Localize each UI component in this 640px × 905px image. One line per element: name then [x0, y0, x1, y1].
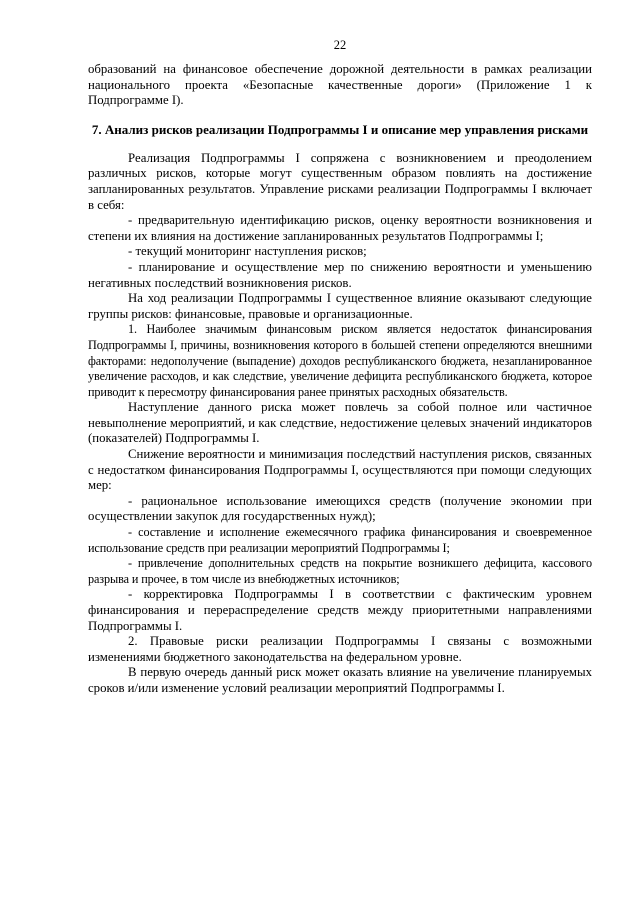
paragraph-risk-mitigation: Снижение вероятности и минимизация последствий наступления рисков, связанных с недостатком финансирования Подпрограммы I, осуществляются при помощи следующих мер:	[88, 447, 592, 493]
paragraph-risk-consequence: Наступление данного риска может повлечь за собой полное или частичное невыполнение мероприятий, и как следствие, недостижение целевых значений индикаторов (показателей) Подпрограммы I.	[88, 400, 592, 446]
list-item-monitoring: - текущий мониторинг наступления рисков;	[128, 244, 367, 259]
paragraph-risk-groups: На ход реализации Подпрограммы I существенное влияние оказывают следующие группы рисков: финансовые, правовые и организационные.	[88, 291, 592, 321]
list-item-rational-use: - рациональное использование имеющихся средств (получение экономии при осуществлении закупок для государственных нужд);	[88, 493, 592, 524]
list-item-identification: - предварительную идентификацию рисков, оценку вероятности возникновения и степени их влияния на достижение запланированных результатов Подпрограммы I;	[88, 213, 592, 243]
paragraph-risks-intro: Реализация Подпрограммы I сопряжена с возникновением и преодолением различных рисков, которые могут существенным образом повлиять на достижение запланированных результатов. Управление рисками реализации Подпрограммы I включает в себя:	[88, 150, 592, 212]
list-item-additional-funds: - привлечение дополнительных средств на покрытие возникшего дефицита, кассового разрыва и прочее, в том числе из внебюджетных источников;	[88, 556, 592, 586]
list-item-adjustment: - корректировка Подпрограммы I в соответствии с фактическим уровнем финансирования и перераспределение средств между приоритетными направлениями Подпрограммы I.	[88, 587, 592, 633]
list-item-planning: - планирование и осуществление мер по снижению вероятности и уменьшению негативных последствий возникновения рисков.	[88, 259, 592, 290]
paragraph-financial-risk: 1. Наиболее значимым финансовым риском является недостаток финансирования Подпрограммы I, причины, возникновения которого в большей степени определяются внешними факторами: недополучение (выпадение) доходов республиканского бюджета, незапланированное увеличение расходов, и как следствие, увеличение дефицита республиканского бюджета, которое приводит к пересмотру финансирования ранее принятых расходных обязательств.	[88, 322, 592, 399]
section-title: 7. Анализ рисков реализации Подпрограммы I и описание мер управления рисками	[91, 121, 589, 137]
paragraph-legal-impact: В первую очередь данный риск может оказать влияние на увеличение планируемых сроков и/или изменение условий реализации мероприятий Подпрограммы I.	[88, 665, 592, 695]
intro-paragraph: образований на финансовое обеспечение дорожной деятельности в рамках реализации национального проекта «Безопасные качественные дороги» (Приложение 1 к Подпрограмме I).	[88, 62, 592, 108]
paragraph-legal-risks: 2. Правовые риски реализации Подпрограммы I связаны с возможными изменениями бюджетного законодательства на федеральном уровне.	[88, 634, 592, 664]
page-number: 22	[333, 38, 347, 52]
list-item-monthly-schedule: - составление и исполнение ежемесячного графика финансирования и своевременное использование средств при реализации мероприятий Подпрограммы I;	[88, 525, 592, 555]
